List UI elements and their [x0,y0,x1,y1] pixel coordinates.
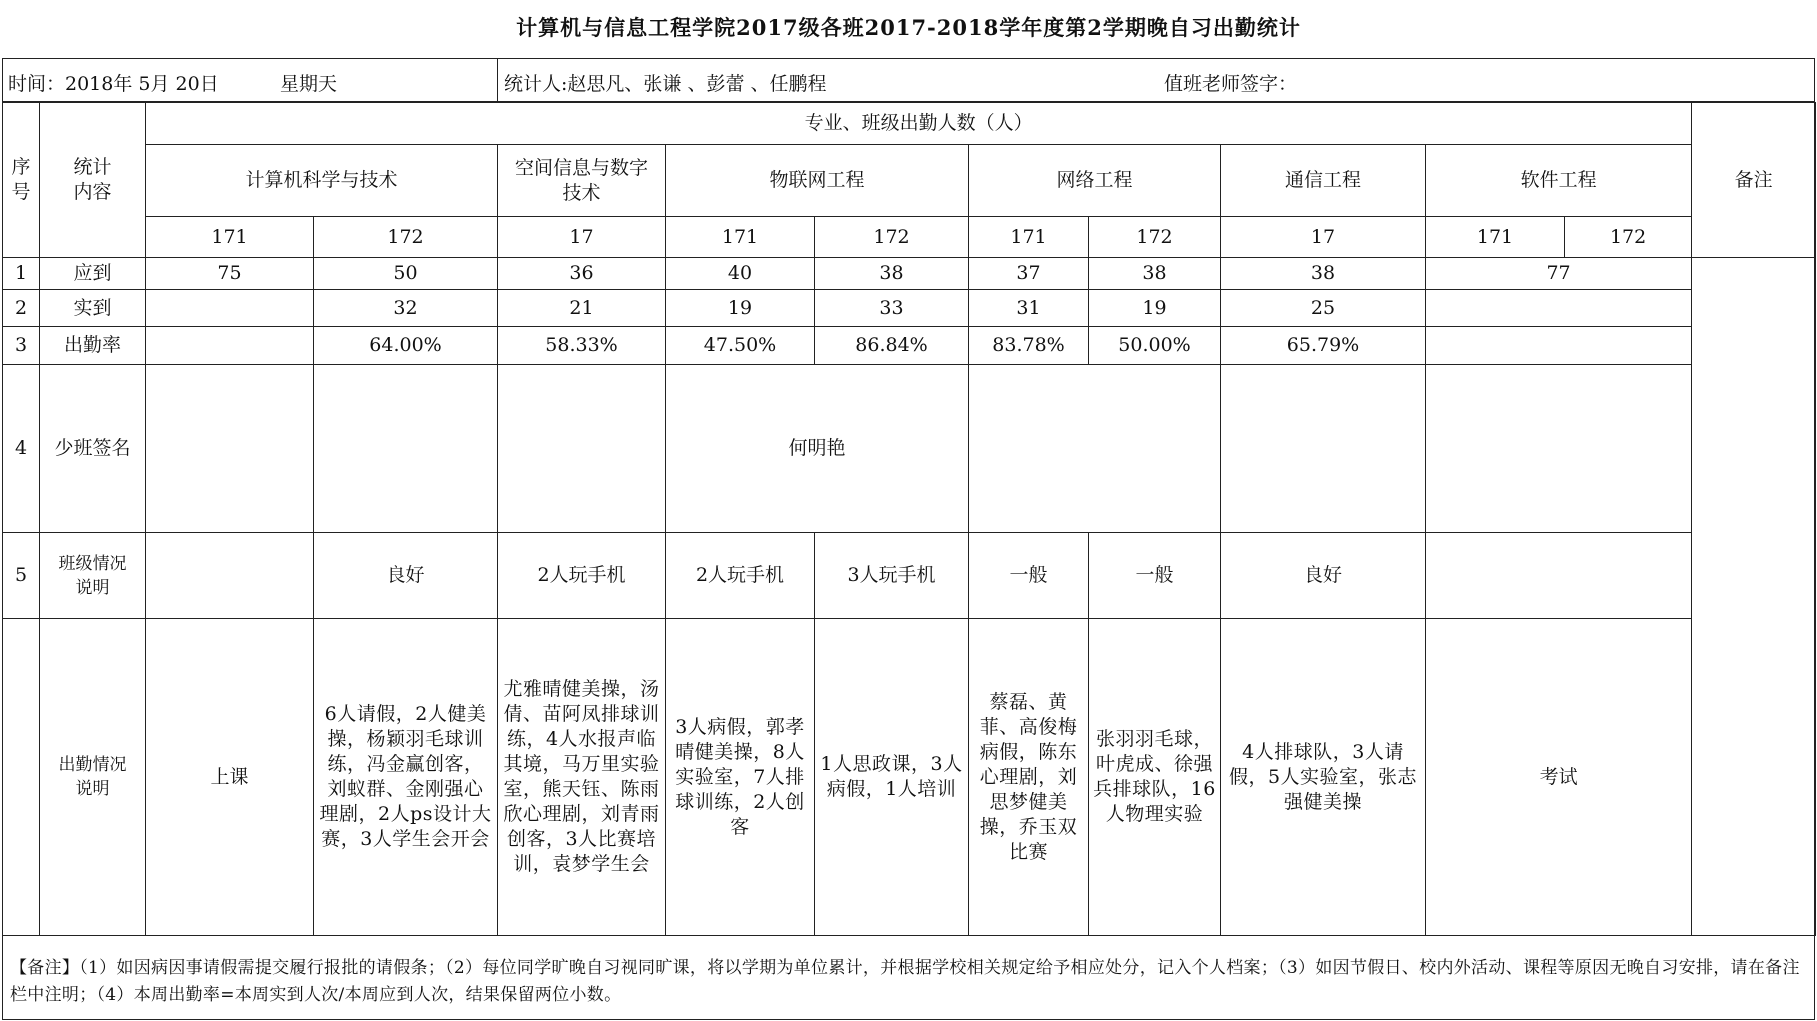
major-network: 网络工程 [969,145,1221,217]
row-number: 2 [3,290,40,327]
class-header: 17 [498,217,666,258]
class-header: 171 [666,217,815,258]
class-header: 172 [1565,217,1692,258]
value-cell: 65.79% [1221,327,1426,365]
class-header: 172 [815,217,969,258]
attendance-note: 4人排球队，3人请假，5人实验室，张志强健美操 [1221,619,1426,936]
seq-header: 序号 [3,103,40,258]
value-cell: 38 [815,258,969,290]
attendance-note: 尤雅晴健美操，汤倩、苗阿凤排球训练，4人水报声临其境，马万里实验室，熊天钰、陈雨欣心理剧，刘青雨创客，3人比赛培训，袁梦学生会 [498,619,666,936]
value-cell: 58.33% [498,327,666,365]
value-cell [1426,290,1692,327]
class-header: 171 [969,217,1089,258]
attendance-note: 6人请假，2人健美操，杨颖羽毛球训练，冯金赢创客，刘蚁群、金刚强心理剧，2人ps设计大赛，3人学生会开会 [314,619,498,936]
value-cell: 77 [1426,258,1692,290]
row-number: 1 [3,258,40,290]
value-cell: 83.78% [969,327,1089,365]
row-label: 少班签名 [40,365,146,533]
situation-cell: 一般 [1089,533,1221,619]
value-cell: 19 [1089,290,1221,327]
value-cell: 75 [146,258,314,290]
value-cell: 64.00% [314,327,498,365]
situation-cell [1426,533,1692,619]
row-number: 4 [3,365,40,533]
value-cell [1426,327,1692,365]
sign-cell [498,365,666,533]
info-row [2,58,1815,102]
table-row [3,290,1816,327]
table-row [3,619,1816,936]
row-label: 出勤情况 说明 [40,619,146,936]
class-header: 17 [1221,217,1426,258]
value-cell: 21 [498,290,666,327]
info-divider [497,58,498,102]
sign-cell: 何明艳 [666,365,969,533]
situation-cell: 一般 [969,533,1089,619]
class-header: 172 [1089,217,1221,258]
value-cell: 40 [666,258,815,290]
table-row [3,533,1816,619]
major-iot: 物联网工程 [666,145,969,217]
value-cell [146,290,314,327]
value-cell: 47.50% [666,327,815,365]
situation-cell: 2人玩手机 [666,533,815,619]
situation-cell: 3人玩手机 [815,533,969,619]
table-row [3,365,1816,533]
value-cell: 33 [815,290,969,327]
weekday-text: 星期天 [280,73,338,95]
table-row [3,258,1816,290]
value-cell: 19 [666,290,815,327]
group-header: 专业、班级出勤人数（人） [146,103,1692,145]
sign-cell [969,365,1221,533]
value-cell: 31 [969,290,1089,327]
content-header: 统计 内容 [40,103,146,258]
footer-note: 【备注】（1）如因病因事请假需提交履行报批的请假条；（2）每位同学旷晚自习视同旷课，将以学期为单位累计，并根据学校相关规定给予相应处分，记入个人档案；（3）如因节假日、校内外活动、课程等原因无晚自习安排，请在备注栏中注明；（4）本周出勤率=本周实到人次/本周应到人次，结果保留两位小数。 [10,958,1800,1005]
sign-cell [1426,365,1692,533]
situation-cell: 良好 [314,533,498,619]
value-cell: 25 [1221,290,1426,327]
attendance-note: 蔡磊、黄菲、高俊梅病假，陈东心理剧，刘思梦健美操，乔玉双比赛 [969,619,1089,936]
counters-text: 统计人:赵思凡、张谦 、彭蕾 、任鹏程 [504,73,827,95]
situation-cell: 2人玩手机 [498,533,666,619]
major-spatial: 空间信息与数字 技术 [498,145,666,217]
class-header: 171 [146,217,314,258]
table-row [3,327,1816,365]
value-cell: 86.84% [815,327,969,365]
row-label: 班级情况 说明 [40,533,146,619]
teacher-sign-text: 值班老师签字： [1164,73,1298,95]
value-cell: 32 [314,290,498,327]
sign-cell [146,365,314,533]
row-number [3,619,40,936]
row-label: 出勤率 [40,327,146,365]
attendance-table [2,102,1816,936]
row-label: 应到 [40,258,146,290]
attendance-note: 考试 [1426,619,1692,936]
attendance-note: 张羽羽毛球，叶虎成、徐强兵排球队，16人物理实验 [1089,619,1221,936]
value-cell: 36 [498,258,666,290]
attendance-note: 1人思政课，3人病假，1人培训 [815,619,969,936]
sign-cell [1221,365,1426,533]
page-title: 计算机与信息工程学院2017级各班2017-2018学年度第2学期晚自习出勤统计 [516,15,1301,40]
row-number: 3 [3,327,40,365]
major-software: 软件工程 [1426,145,1692,217]
value-cell: 37 [969,258,1089,290]
major-cs: 计算机科学与技术 [146,145,498,217]
major-telecom: 通信工程 [1221,145,1426,217]
class-header: 172 [314,217,498,258]
value-cell [146,327,314,365]
value-cell: 38 [1089,258,1221,290]
date-text: 时间：2018年 5月 20日 [8,73,219,95]
value-cell: 50.00% [1089,327,1221,365]
remark-header: 备注 [1692,103,1816,258]
value-cell: 50 [314,258,498,290]
sign-cell [314,365,498,533]
class-header: 171 [1426,217,1565,258]
row-number: 5 [3,533,40,619]
situation-cell: 良好 [1221,533,1426,619]
row-label: 实到 [40,290,146,327]
situation-cell [146,533,314,619]
value-cell: 38 [1221,258,1426,290]
attendance-note: 3人病假，郭孝晴健美操，8人实验室，7人排球训练，2人创客 [666,619,815,936]
remark-cell [1692,258,1816,936]
attendance-note: 上课 [146,619,314,936]
